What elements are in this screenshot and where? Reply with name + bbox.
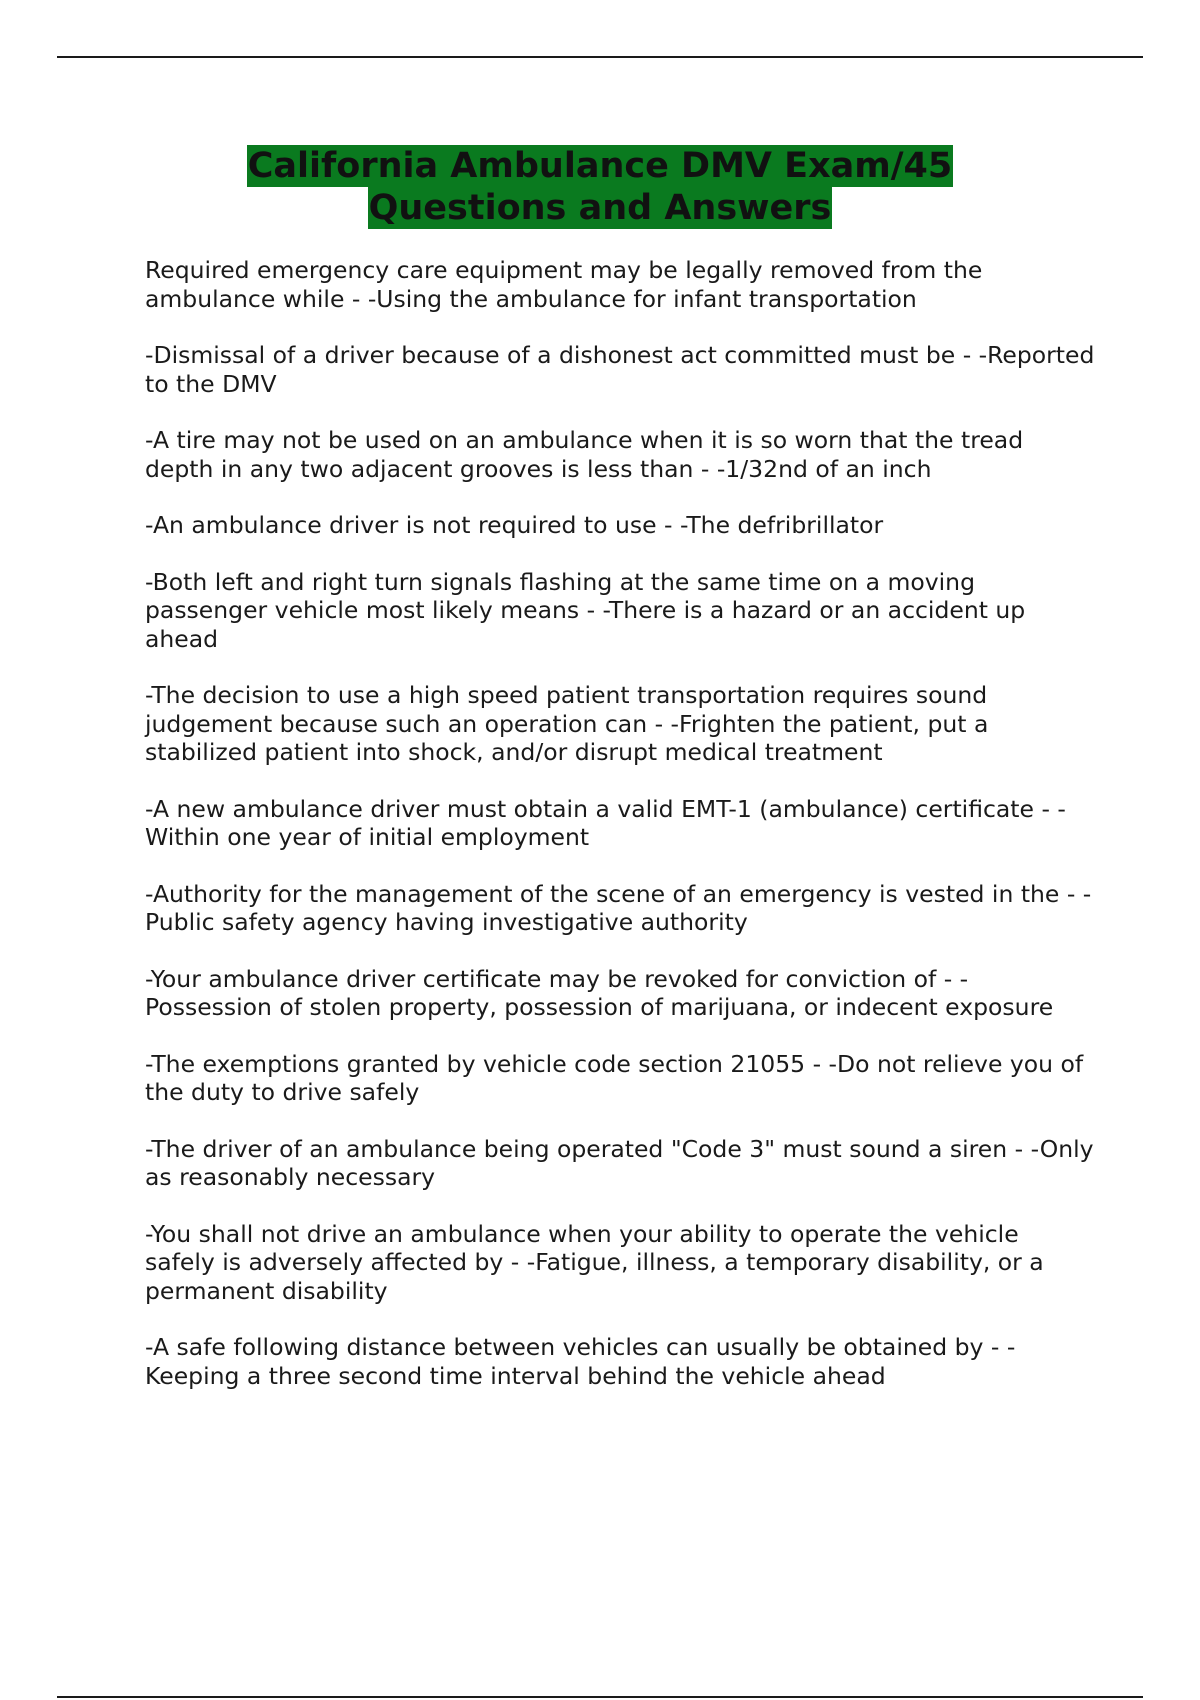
qa-entry: -An ambulance driver is not required to use - -The defribrillator xyxy=(145,511,884,539)
document-title xyxy=(0,145,1200,229)
bottom-divider xyxy=(57,1696,1143,1698)
qa-entry: -The driver of an ambulance being operated "Code 3" must sound a siren - -Only as reasonably necessary xyxy=(145,1134,1094,1191)
qa-entry: -Authority for the management of the scene of an emergency is vested in the - -Public safety agency having investigative authority xyxy=(145,879,1092,936)
qa-list xyxy=(145,256,1095,1418)
qa-entry: -You shall not drive an ambulance when your ability to operate the vehicle safely is adversely affected by - -Fatigue, illness, a temporary disability, or a permanent disability xyxy=(145,1219,1044,1305)
qa-entry: -A new ambulance driver must obtain a valid EMT-1 (ambulance) certificate - -Within one year of initial employment xyxy=(145,794,1066,851)
qa-entry: -A tire may not be used on an ambulance when it is so worn that the tread depth in any two adjacent grooves is less than - -1/32nd of an inch xyxy=(145,426,1024,483)
qa-entry: -Dismissal of a driver because of a dishonest act committed must be - -Reported to the DMV xyxy=(145,341,1095,398)
top-divider xyxy=(57,56,1143,58)
title-line-2: Questions and Answers xyxy=(368,188,832,228)
qa-entry: Required emergency care equipment may be legally removed from the ambulance while - -Using the ambulance for infant transportation xyxy=(145,256,983,313)
qa-entry: -Both left and right turn signals flashing at the same time on a moving passenger vehicle most likely means - -There is a hazard or an accident up ahead xyxy=(145,567,1026,653)
qa-entry: -The decision to use a high speed patient transportation requires sound judgement because such an operation can - -Frighten the patient, put a stabilized patient into shock, and/or disrupt medical treatment xyxy=(145,681,989,766)
qa-entry: -Your ambulance driver certificate may be revoked for conviction of - -Possession of stolen property, possession of marijuana, or indecent exposure xyxy=(145,964,1054,1021)
title-line-1: California Ambulance DMV Exam/45 xyxy=(247,146,953,186)
qa-entry: -The exemptions granted by vehicle code section 21055 - -Do not relieve you of the duty to drive safely xyxy=(145,1049,1084,1106)
qa-entry: -A safe following distance between vehicles can usually be obtained by - -Keeping a three second time interval behind the vehicle ahead xyxy=(145,1333,1016,1390)
